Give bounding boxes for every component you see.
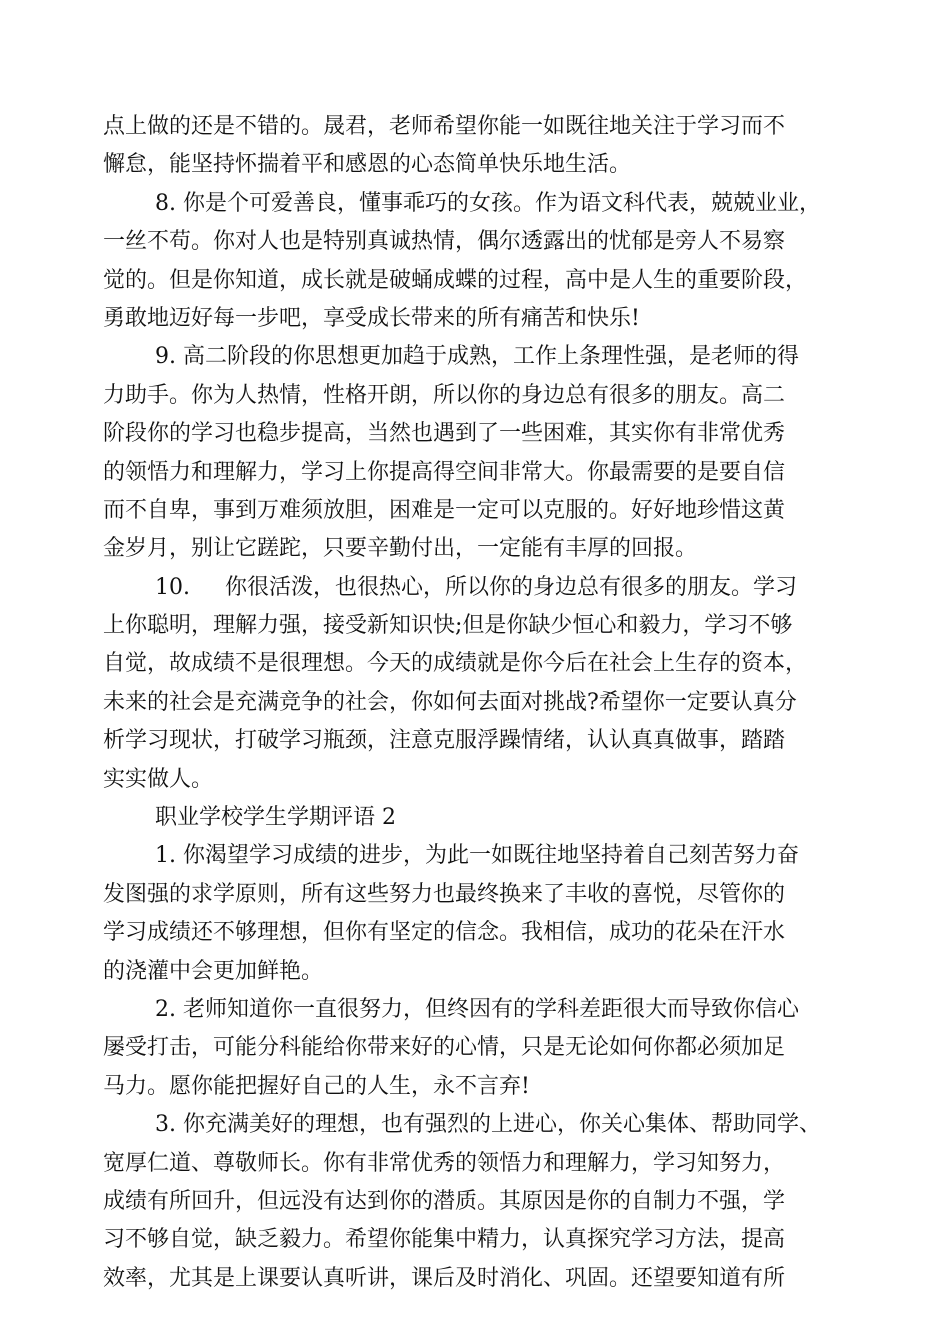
section-heading: 职业学校学生学期评语 2: [155, 805, 396, 831]
text-line: 未来的社会是充满竞争的社会，你如何去面对挑战?希望你一定要认真分: [103, 689, 797, 715]
text-line: 马力。愿你能把握好自己的人生，永不言弃!: [103, 1073, 530, 1099]
paragraph-start-line: 1. 你渴望学习成绩的进步，为此一如既往地坚持着自己刻苦努力奋: [155, 843, 799, 869]
text-line: 点上做的还是不错的。晟君，老师希望你能一如既往地关注于学习而不: [103, 114, 786, 139]
text-line: 力助手。你为人热情，性格开朗，所以你的身边总有很多的朋友。高二: [103, 382, 786, 408]
text-line: 实实做人。: [103, 766, 214, 792]
text-line: 效率，尤其是上课要认真听讲，课后及时消化、巩固。还望要知道有所: [103, 1265, 786, 1291]
text-line: 学习成绩还不够理想，但你有坚定的信念。我相信，成功的花朵在汗水: [103, 920, 786, 946]
text-line: 成绩有所回升，但远没有达到你的潜质。其原因是你的自制力不强，学: [103, 1188, 786, 1214]
text-line: 自觉，故成绩不是很理想。今天的成绩就是你今后在社会上生存的资本，: [103, 651, 808, 677]
text-line: 一丝不苟。你对人也是特别真诚热情，偶尔透露出的忧郁是旁人不易察: [103, 229, 786, 255]
paragraph-start-line: 3. 你充满美好的理想，也有强烈的上进心，你关心集体、帮助同学、: [155, 1112, 821, 1138]
paragraph-start-line: 8. 你是个可爱善良，懂事乖巧的女孩。作为语文科代表，兢兢业业，: [155, 190, 821, 216]
text-line: 析学习现状，打破学习瓶颈，注意克服浮躁情绪，认认真真做事，踏踏: [103, 728, 786, 754]
text-line: 阶段你的学习也稳步提高，当然也遇到了一些困难，其实你有非常优秀: [103, 421, 786, 447]
text-line: 习不够自觉，缺乏毅力。希望你能集中精力，认真探究学习方法，提高: [103, 1227, 786, 1253]
text-line: 懈怠，能坚持怀揣着平和感恩的心态简单快乐地生活。: [103, 152, 632, 178]
text-line: 勇敢地迈好每一步吧，享受成长带来的所有痛苦和快乐!: [103, 305, 640, 331]
paragraph-start-line: 2. 老师知道你一直很努力，但终因有的学科差距很大而导致你信心: [155, 996, 799, 1022]
document-body: [103, 108, 863, 1298]
text-line: 上你聪明，理解力强，接受新知识快;但是你缺少恒心和毅力，学习不够: [103, 613, 793, 639]
text-line: 宽厚仁道、尊敬师长。你有非常优秀的领悟力和理解力，学习知努力，: [103, 1150, 786, 1176]
text-line: 屡受打击，可能分科能给你带来好的心情，只是无论如何你都必须加足: [103, 1035, 786, 1061]
text-line: 金岁月，别让它蹉跎，只要辛勤付出，一定能有丰厚的回报。: [103, 536, 698, 562]
text-line: 的领悟力和理解力，学习上你提高得空间非常大。你最需要的是要自信: [103, 459, 786, 485]
text-line: 的浇灌中会更加鲜艳。: [103, 958, 324, 984]
paragraph-start-line: 10. 你很活泼，也很热心，所以你的身边总有很多的朋友。学习: [155, 574, 797, 600]
text-line: 觉的。但是你知道，成长就是破蛹成蝶的过程，高中是人生的重要阶段，: [103, 267, 808, 293]
paragraph-start-line: 9. 高二阶段的你思想更加趋于成熟，工作上条理性强，是老师的得: [155, 344, 799, 370]
text-line: 而不自卑，事到万难须放胆，困难是一定可以克服的。好好地珍惜这黄: [103, 497, 786, 523]
text-line: 发图强的求学原则，所有这些努力也最终换来了丰收的喜悦，尽管你的: [103, 881, 786, 907]
